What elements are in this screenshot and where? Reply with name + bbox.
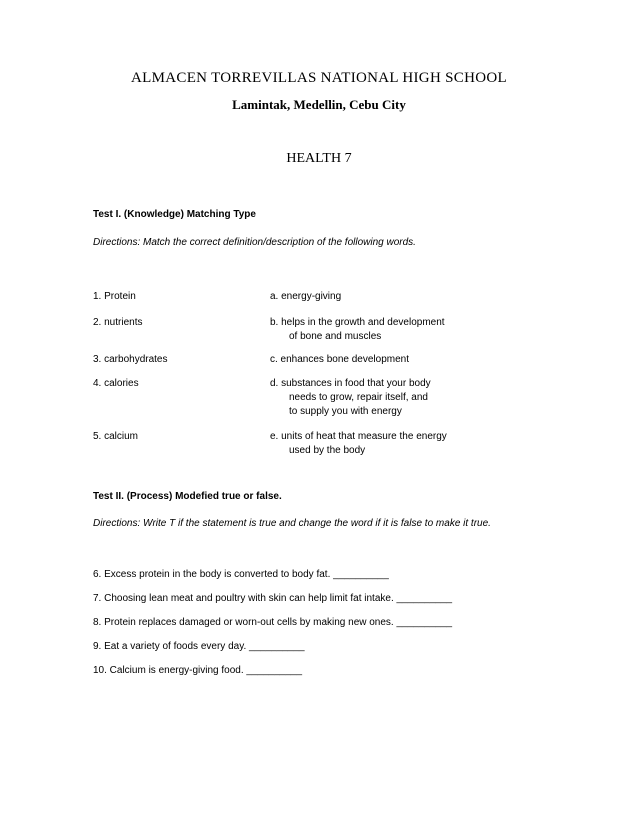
matching-term: 3. carbohydrates — [93, 354, 168, 365]
test2-directions: Directions: Write T if the statement is true and change the word if it is false to make it true. — [93, 518, 491, 529]
matching-definition: d. substances in food that your body — [270, 378, 431, 389]
matching-definition-continued: used by the body — [289, 445, 366, 456]
matching-definition: c. enhances bone development — [270, 354, 409, 365]
matching-term: 5. calcium — [93, 431, 139, 442]
test1-title: Test I. (Knowledge) Matching Type — [93, 209, 256, 220]
true-false-item: 8. Protein replaces damaged or worn-out cells by making new ones. __________ — [93, 617, 453, 628]
matching-definition-continued: to supply you with energy — [289, 406, 402, 417]
true-false-item: 7. Choosing lean meat and poultry with skin can help limit fat intake. __________ — [93, 593, 453, 604]
school-address: Lamintak, Medellin, Cebu City — [232, 97, 406, 112]
matching-definition-continued: needs to grow, repair itself, and — [289, 392, 428, 403]
matching-definition: e. units of heat that measure the energy — [270, 431, 447, 442]
true-false-item: 9. Eat a variety of foods every day. __________ — [93, 641, 305, 652]
matching-term: 1. Protein — [93, 291, 136, 302]
test1-directions: Directions: Match the correct definition/description of the following words. — [93, 237, 416, 248]
school-name: ALMACEN TORREVILLAS NATIONAL HIGH SCHOOL — [131, 70, 507, 86]
matching-definition: a. energy-giving — [270, 291, 342, 302]
true-false-item: 6. Excess protein in the body is converted to body fat. __________ — [93, 569, 389, 580]
subject-title: HEALTH 7 — [286, 151, 352, 166]
true-false-item: 10. Calcium is energy-giving food. __________ — [93, 665, 303, 676]
test2-title: Test II. (Process) Modefied true or false. — [93, 491, 282, 502]
matching-definition-continued: of bone and muscles — [289, 331, 382, 342]
matching-definition: b. helps in the growth and development — [270, 317, 445, 328]
matching-term: 4. calories — [93, 378, 139, 389]
matching-term: 2. nutrients — [93, 317, 143, 328]
